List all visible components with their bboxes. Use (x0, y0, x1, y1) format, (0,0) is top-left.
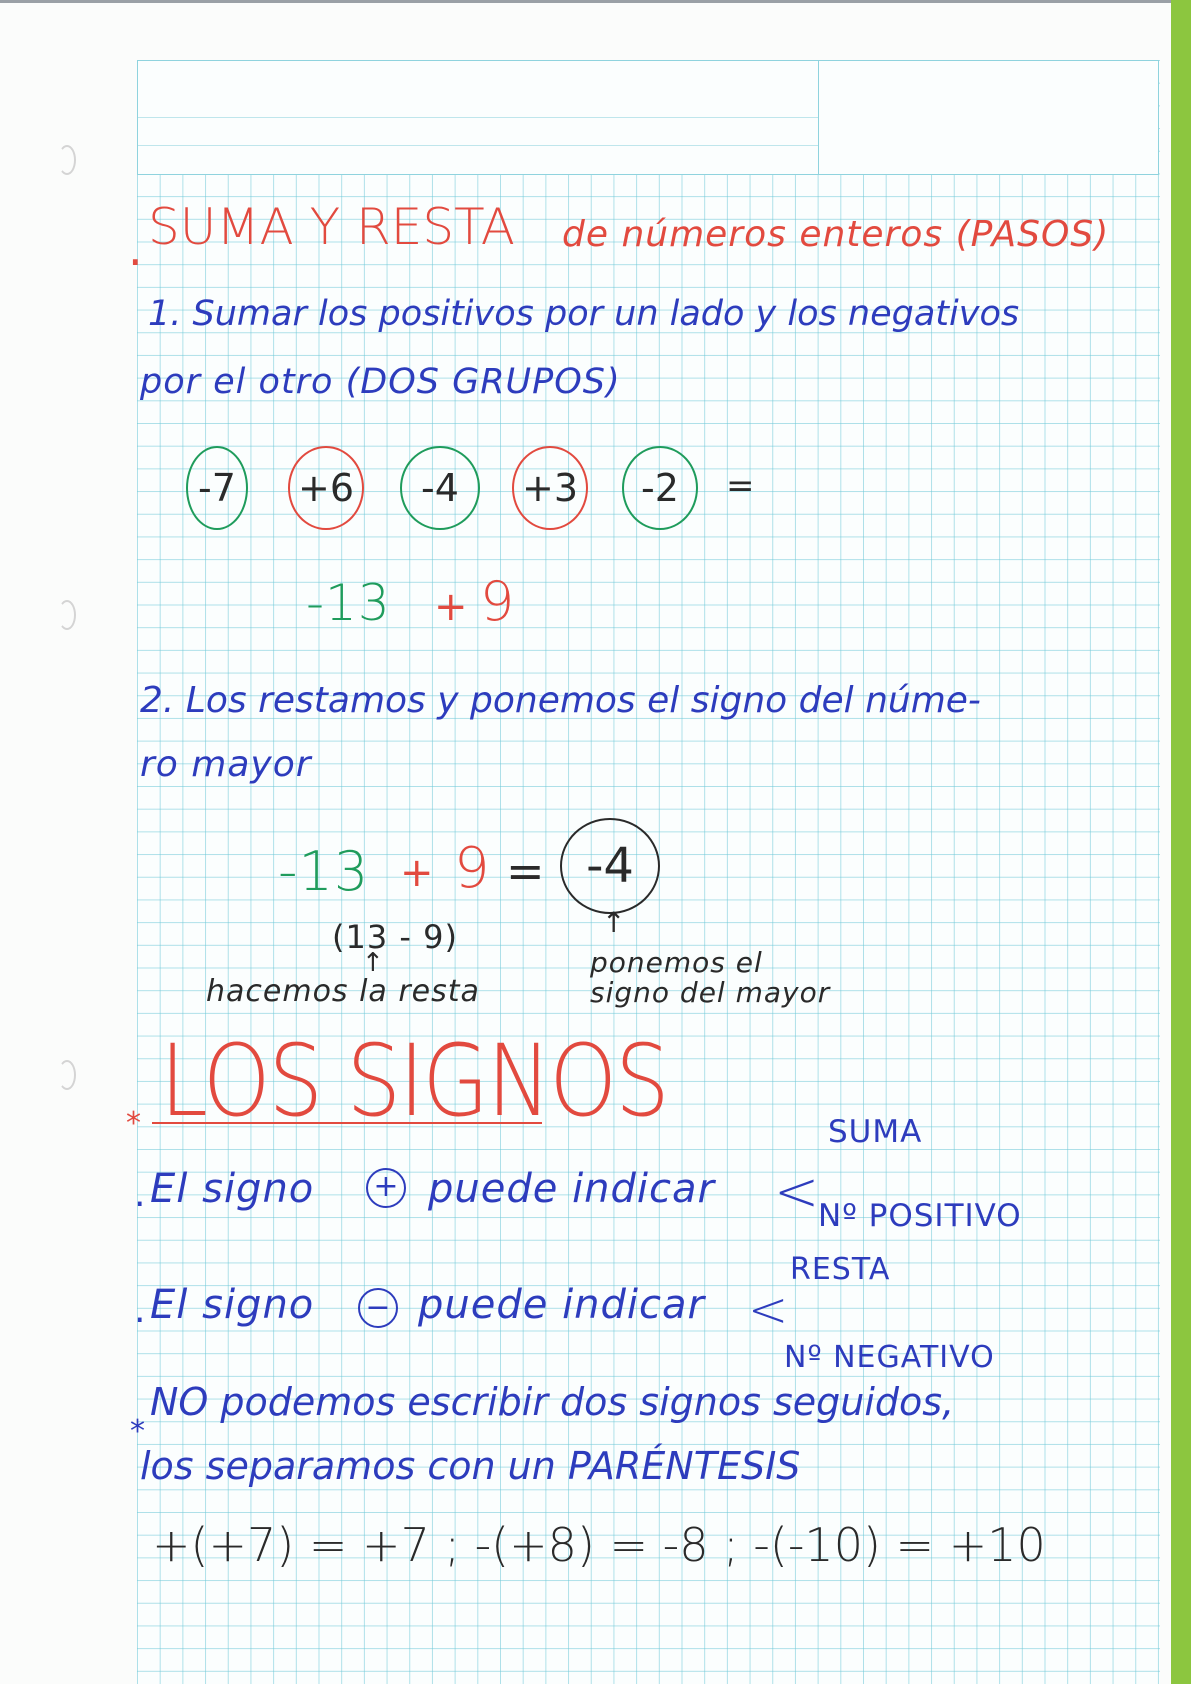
negative-total: -13 (278, 840, 370, 903)
number-circle-negative: -4 (400, 446, 480, 530)
examples: +(+7) = +7 ; -(+8) = -8 ; -(-10) = +10 (152, 1518, 1046, 1572)
arrow-up-icon: ↑ (602, 906, 627, 939)
positive-total: 9 (454, 836, 491, 901)
punch-hole-mark (58, 600, 76, 630)
header-divider (818, 61, 819, 174)
title-bullet: . (128, 222, 144, 276)
plus-sign: + (400, 850, 435, 896)
equals-sign: = (506, 844, 546, 898)
step1-text-line1: 1. Sumar los positivos por un lado y los negativos (148, 294, 1020, 334)
option-top: RESTA (790, 1252, 891, 1287)
grouped-positive-sum: 9 (480, 570, 516, 633)
binding-edge (1171, 0, 1191, 1684)
step2-text-line2: ro mayor (140, 744, 312, 785)
number-circle-positive: +3 (512, 446, 588, 530)
number-circle-negative: -7 (186, 446, 248, 530)
subtraction-note: (13 - 9) (332, 918, 458, 956)
header-box (137, 60, 1159, 175)
option-bottom: Nº NEGATIVO (784, 1340, 995, 1375)
heading-underline (152, 1122, 542, 1124)
section-heading: LOS SIGNOS (160, 1024, 668, 1139)
punch-hole-mark (58, 1060, 76, 1090)
plus-sign: + (434, 584, 469, 630)
bullet: . (134, 1174, 147, 1215)
number-circle-positive: +6 (288, 446, 364, 530)
bracket-icon: < (748, 1282, 790, 1338)
minus-line-text: El signo (150, 1282, 315, 1328)
header-line (138, 117, 818, 118)
note-left: hacemos la resta (206, 974, 480, 1009)
punch-hole-mark (58, 145, 76, 175)
page-title: SUMA Y RESTA (148, 198, 515, 256)
step1-text-line2: por el otro (DOS GRUPOS) (140, 362, 621, 402)
asterisk: * (126, 1106, 142, 1141)
result-circle: -4 (560, 818, 660, 914)
option-top: SUMA (828, 1114, 923, 1150)
number-circle-negative: -2 (622, 446, 698, 530)
equals-sign: = (726, 466, 756, 506)
header-line (138, 145, 818, 146)
plus-line-text-after: puede indicar (428, 1166, 715, 1212)
page-subtitle: de números enteros (PASOS) (562, 214, 1110, 255)
option-bottom: Nº POSITIVO (818, 1198, 1022, 1234)
bracket-icon: < (774, 1160, 821, 1223)
note-right-line2: signo del mayor (590, 976, 831, 1009)
minus-line-text-after: puede indicar (418, 1282, 705, 1328)
arrow-up-icon: ↑ (362, 948, 385, 978)
minus-circle-icon: − (358, 1288, 398, 1328)
asterisk: * (130, 1414, 146, 1449)
rule-line2: los separamos con un PARÉNTESIS (140, 1444, 801, 1488)
plus-circle-icon: + (366, 1168, 406, 1208)
step2-text-line1: 2. Los restamos y ponemos el signo del núme- (140, 680, 981, 721)
page-top-edge (0, 0, 1171, 3)
grouped-negative-sum: -13 (306, 574, 391, 632)
bullet: . (134, 1290, 147, 1331)
note-right-line1: ponemos el (590, 946, 763, 979)
rule-line1: NO podemos escribir dos signos seguidos, (150, 1380, 955, 1424)
plus-line-text: El signo (150, 1166, 315, 1212)
